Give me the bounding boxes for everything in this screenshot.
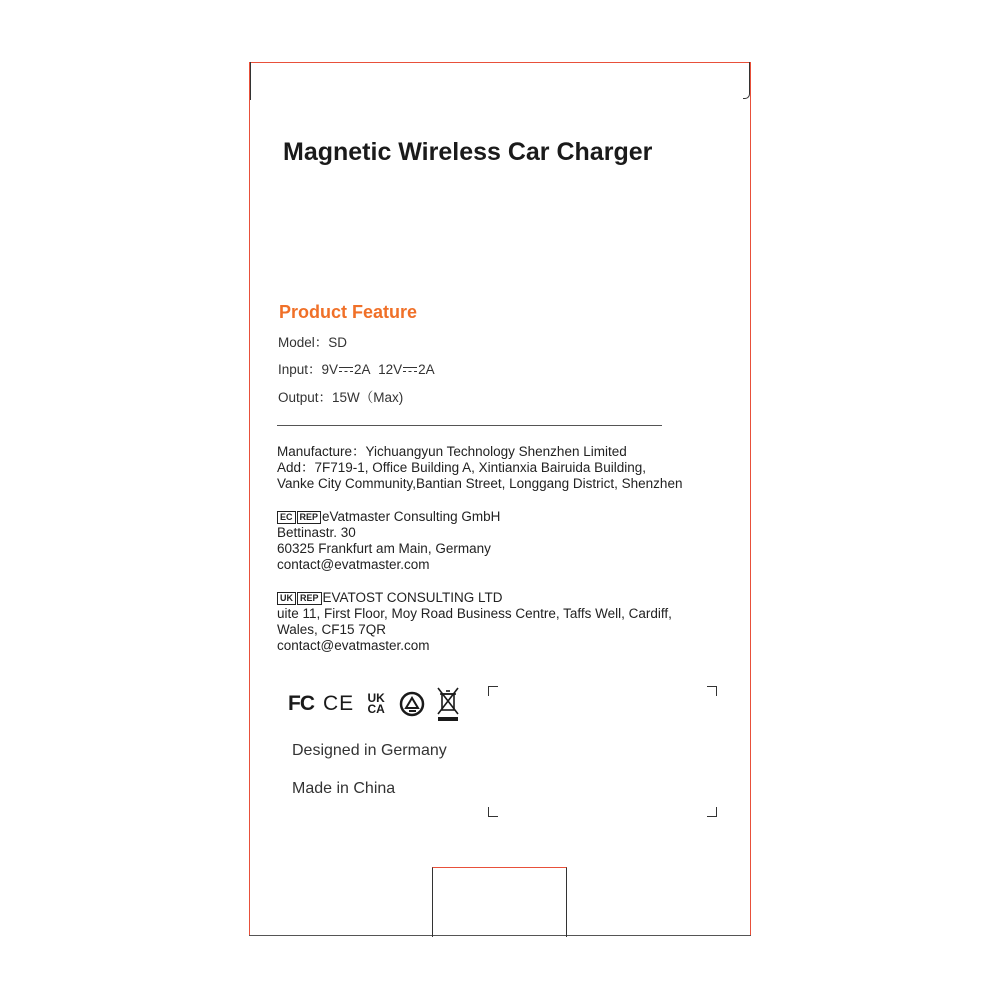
dc-symbol-icon (403, 366, 417, 374)
uk-rep-address: uite 11, First Floor, Moy Road Business Centre, Taffs Well, Cardiff, (277, 606, 672, 621)
manufacturer-line: Manufacture：Yichuangyun Technology Shenzhen Limited (277, 444, 627, 459)
input-spec (278, 358, 435, 378)
model-label: Model： (278, 335, 329, 350)
made-in-text: Made in China (292, 780, 396, 797)
tab-cutout (432, 867, 567, 937)
output-value: 15W（Max) (332, 390, 404, 405)
dieline-top (249, 62, 751, 63)
uk-rep-address: Wales, CF15 7QR (277, 622, 387, 637)
address-line: Vanke City Community,Bantian Street, Longgang District, Shenzhen (277, 476, 683, 491)
fold-mark-top-right (743, 62, 750, 99)
designed-in-text: Designed in Germany (292, 742, 447, 759)
ce-mark-icon: CE (323, 692, 355, 715)
fold-mark-top-left (250, 62, 251, 100)
section-divider (277, 425, 662, 426)
crop-mark-bottom-right (707, 807, 717, 817)
uk-rep-email: contact@evatmaster.com (277, 638, 430, 653)
input-voltage-1: 9V (321, 362, 339, 377)
ukca-mark-icon: UK CA (367, 691, 385, 716)
crop-mark-top-right (707, 686, 717, 696)
crop-mark-bottom-left (488, 807, 498, 817)
input-voltage-2: 12V (378, 362, 403, 377)
address-line: Add：7F719-1, Office Building A, Xintianxia Bairuida Building, (277, 460, 646, 475)
ec-rep-badge-icon: EC (277, 511, 296, 524)
ec-rep-street: Bettinastr. 30 (277, 525, 356, 540)
output-label: Output： (278, 390, 333, 405)
crop-mark-top-left (488, 686, 498, 696)
output-spec (278, 386, 403, 406)
rep-badge-icon: REP (297, 592, 322, 605)
dieline-right (750, 62, 751, 936)
manufacturer-block (277, 444, 682, 492)
ec-rep-email: contact@evatmaster.com (277, 557, 430, 572)
ec-rep-block (277, 509, 500, 573)
product-title: Magnetic Wireless Car Charger (283, 138, 653, 166)
certification-marks (288, 686, 461, 722)
input-label: Input： (278, 362, 322, 377)
dc-symbol-icon (339, 366, 353, 374)
ec-rep-city: 60325 Frankfurt am Main, Germany (277, 541, 491, 556)
ec-rep-name: eVatmaster Consulting GmbH (322, 509, 501, 524)
model-spec (278, 331, 347, 351)
fcc-mark-icon: FC (288, 692, 314, 715)
weee-bin-icon (435, 686, 461, 722)
uk-rep-header (277, 590, 672, 606)
uk-rep-block (277, 590, 672, 654)
dieline-left (249, 62, 250, 936)
recycling-mark-icon (398, 690, 426, 718)
feature-heading: Product Feature (279, 302, 418, 322)
rep-badge-icon: REP (297, 511, 322, 524)
ec-rep-header (277, 509, 500, 525)
input-current-2: 2A (418, 362, 435, 377)
model-value: SD (328, 335, 348, 350)
input-current-1: 2A (354, 362, 371, 377)
uk-rep-badge-icon: UK (277, 592, 296, 605)
uk-rep-name: EVATOST CONSULTING LTD (322, 590, 503, 605)
